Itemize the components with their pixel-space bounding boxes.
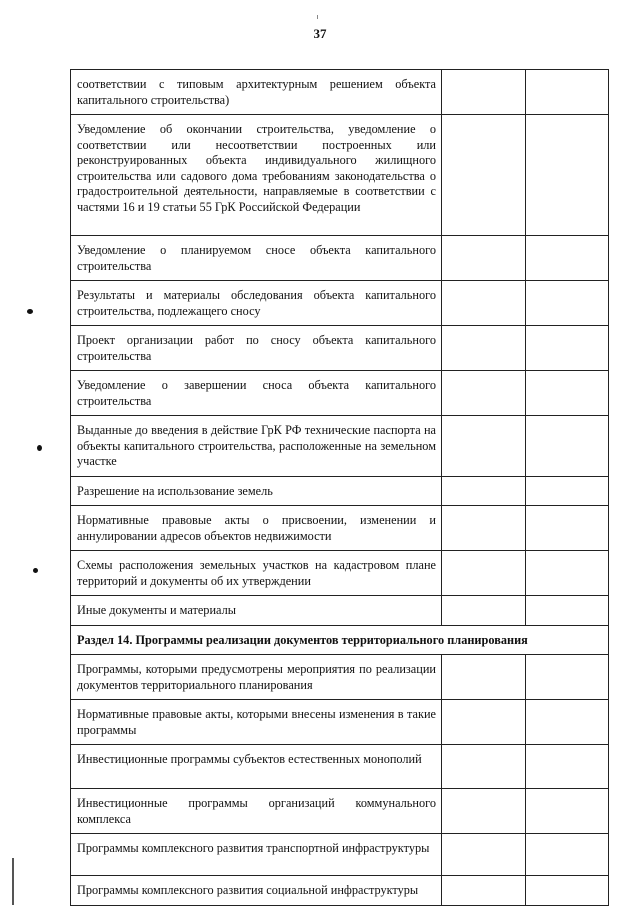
- table-row: [71, 700, 609, 745]
- page-number: 37: [313, 26, 327, 41]
- table-row: [71, 745, 609, 789]
- empty-cell: [526, 551, 609, 596]
- document-type-cell: соответствии с типовым архитектурным решением объекта капитального строительства): [71, 70, 442, 115]
- document-type-cell: Результаты и материалы обследования объекта капитального строительства, подлежащего сносу: [71, 281, 442, 326]
- empty-cell: [442, 115, 526, 236]
- section-header-row: [71, 625, 609, 655]
- document-type-cell: Программы комплексного развития транспортной инфраструктуры: [71, 834, 442, 876]
- document-type-cell: Уведомление об окончании строительства, уведомление о соответствии или несоответствии построенных или реконструированных объекта индивидуального жилищного строительства или садового дома требованиям законодательства о градостроительной деятельности, направляемые в соответствии с частями 16 и 19 статьи 55 ГрК Российской Федерации: [71, 115, 442, 236]
- empty-cell: [526, 506, 609, 551]
- empty-cell: [442, 70, 526, 115]
- empty-cell: [442, 476, 526, 506]
- document-type-cell: Проект организации работ по сносу объекта капитального строительства: [71, 326, 442, 371]
- document-type-cell: Выданные до введения в действие ГрК РФ технические паспорта на объекты капитального строительства, расположенные на земельном участке: [71, 416, 442, 477]
- empty-cell: [526, 700, 609, 745]
- scan-artifact-dot: [27, 309, 33, 314]
- empty-cell: [526, 596, 609, 626]
- table-row: [71, 834, 609, 876]
- scan-artifact-dot: [33, 568, 38, 573]
- document-type-cell: Нормативные правовые акты о присвоении, изменении и аннулировании адресов объектов недвижимости: [71, 506, 442, 551]
- empty-cell: [526, 70, 609, 115]
- table-row: [71, 476, 609, 506]
- document-type-cell: Уведомление о планируемом сносе объекта капитального строительства: [71, 236, 442, 281]
- empty-cell: [442, 281, 526, 326]
- empty-cell: [442, 326, 526, 371]
- table-row: [71, 789, 609, 834]
- empty-cell: [442, 834, 526, 876]
- empty-cell: [526, 416, 609, 477]
- scan-artifact-dot: [37, 445, 42, 451]
- document-type-cell: Схемы расположения земельных участков на кадастровом плане территорий и документы об их утверждении: [71, 551, 442, 596]
- empty-cell: [526, 876, 609, 906]
- table-row: [71, 281, 609, 326]
- table-row: [71, 70, 609, 115]
- document-type-cell: Иные документы и материалы: [71, 596, 442, 626]
- empty-cell: [526, 115, 609, 236]
- empty-cell: [442, 700, 526, 745]
- empty-cell: [526, 655, 609, 700]
- empty-cell: [526, 834, 609, 876]
- table-row: [71, 371, 609, 416]
- empty-cell: [526, 236, 609, 281]
- table-row: [71, 596, 609, 626]
- empty-cell: [526, 789, 609, 834]
- empty-cell: [442, 416, 526, 477]
- empty-cell: [526, 281, 609, 326]
- document-type-cell: Инвестиционные программы субъектов естественных монополий: [71, 745, 442, 789]
- document-table: [70, 69, 609, 906]
- scan-tick-mark: [317, 15, 318, 19]
- empty-cell: [442, 655, 526, 700]
- table-body: [71, 70, 609, 906]
- empty-cell: [442, 876, 526, 906]
- document-type-cell: Уведомление о завершении сноса объекта капитального строительства: [71, 371, 442, 416]
- empty-cell: [526, 326, 609, 371]
- table-row: [71, 551, 609, 596]
- table-row: [71, 416, 609, 477]
- document-type-cell: Разрешение на использование земель: [71, 476, 442, 506]
- section-title: Раздел 14. Программы реализации документов территориального планирования: [71, 625, 609, 655]
- empty-cell: [442, 551, 526, 596]
- empty-cell: [442, 506, 526, 551]
- empty-cell: [442, 745, 526, 789]
- document-type-cell: Программы комплексного развития социальной инфраструктуры: [71, 876, 442, 906]
- document-type-cell: Программы, которыми предусмотрены мероприятия по реализации документов территориального планирования: [71, 655, 442, 700]
- table-row: [71, 876, 609, 906]
- empty-cell: [442, 789, 526, 834]
- table-row: [71, 655, 609, 700]
- empty-cell: [526, 745, 609, 789]
- empty-cell: [526, 476, 609, 506]
- empty-cell: [442, 236, 526, 281]
- empty-cell: [526, 371, 609, 416]
- empty-cell: [442, 596, 526, 626]
- table-row: [71, 326, 609, 371]
- document-type-cell: Инвестиционные программы организаций коммунального комплекса: [71, 789, 442, 834]
- table-row: [71, 115, 609, 236]
- scan-edge-line: [12, 858, 14, 905]
- document-type-cell: Нормативные правовые акты, которыми внесены изменения в такие программы: [71, 700, 442, 745]
- table-row: [71, 236, 609, 281]
- empty-cell: [442, 371, 526, 416]
- table-row: [71, 506, 609, 551]
